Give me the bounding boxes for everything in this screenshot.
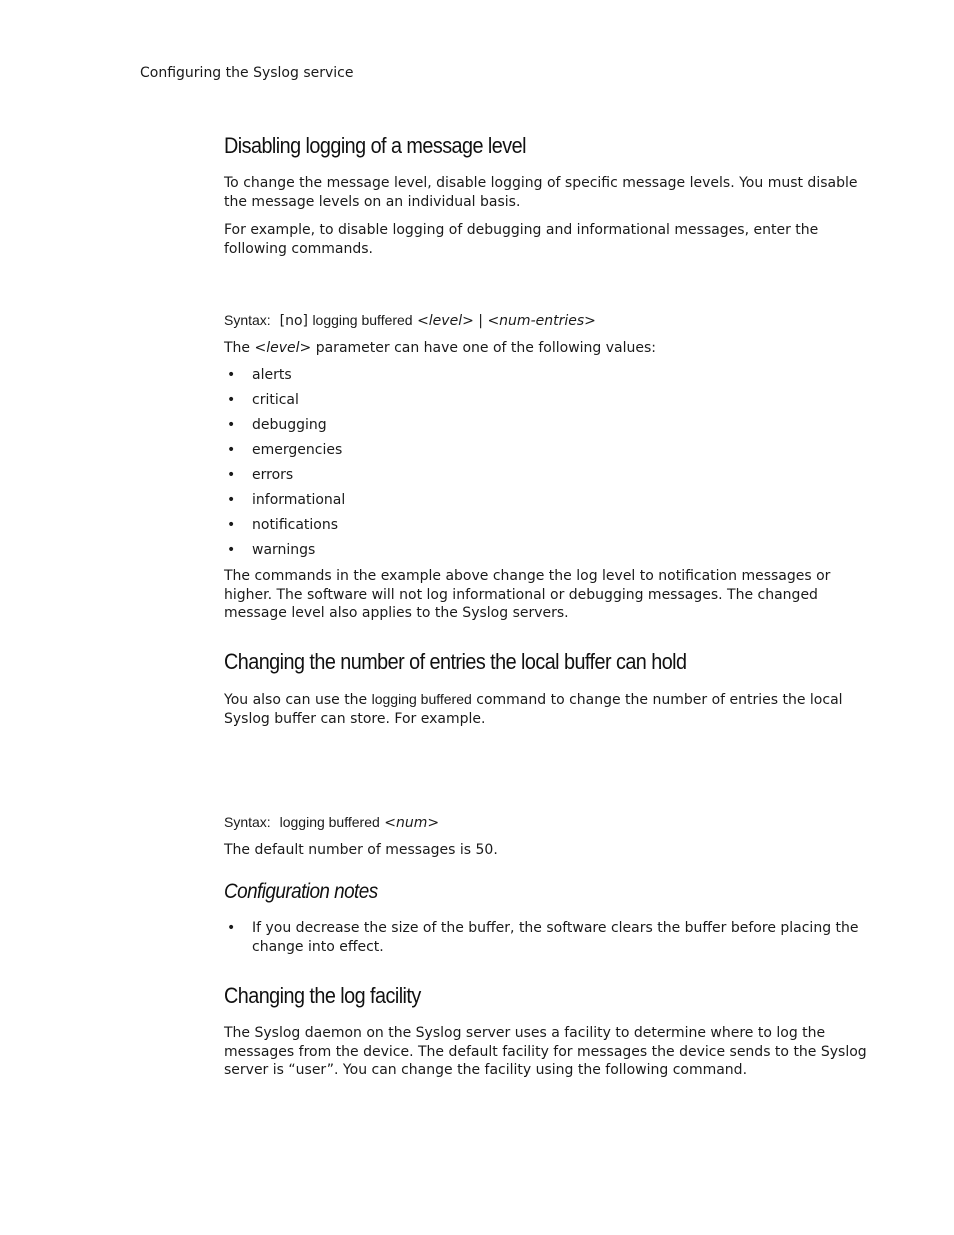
list-item-text: critical — [252, 392, 299, 408]
bullet-icon: • — [227, 392, 236, 408]
bullet-icon: • — [227, 367, 236, 383]
heading-changing-number-of-entries: Changing the number of entries the local buffer can hold — [224, 649, 687, 674]
paragraph-example: For example, to disable logging of debugging and informational messages, enter the following commands. — [224, 222, 819, 257]
heading-changing-log-facility: Changing the log facility — [224, 983, 421, 1008]
syntax-arg-num: <num> — [384, 815, 440, 831]
syntax-label: Syntax: — [224, 814, 271, 830]
buffer-size-pre: You also can use the — [224, 692, 368, 708]
running-head: Configuring the Syslog service — [140, 65, 354, 81]
syntax-arg-num-entries: <num-entries> — [487, 313, 596, 329]
bullet-icon: • — [227, 417, 236, 433]
list-item-text: warnings — [252, 542, 316, 558]
syntax-label: Syntax: — [224, 312, 271, 328]
list-item-text: If you decrease the size of the buffer, the software clears the buffer before placing the change into effect. — [252, 920, 859, 955]
paragraph-log-level-effect: The commands in the example above change the log level to notification messages or higher. The software will not log informational or debugging messages. The changed message level also applies to the Syslog servers. — [224, 568, 831, 621]
heading-configuration-notes: Configuration notes — [224, 880, 378, 903]
buffer-size-command: logging buffered — [371, 691, 472, 707]
paragraph-log-facility: The Syslog daemon on the Syslog server uses a facility to determine where to log the messages from the device. The default facility for messages the device sends to the Syslog server is “user”. You can change the facility using the following command. — [224, 1025, 867, 1078]
syntax-arg-level: <level> — [417, 313, 474, 329]
bullet-icon: • — [227, 467, 236, 483]
bullet-icon: • — [227, 492, 236, 508]
buffer-size-post: command to change the number of entries the local Syslog buffer can store. For example. — [224, 692, 843, 727]
list-item-text: debugging — [252, 417, 327, 433]
list-item-text: informational — [252, 492, 346, 508]
paragraph-default-number: The default number of messages is 50. — [224, 842, 498, 858]
paragraph-buffer-size — [224, 690, 869, 728]
level-intro-post: parameter can have one of the following values: — [315, 340, 656, 356]
list-item-text: alerts — [252, 367, 292, 383]
paragraph-intro: To change the message level, disable logging of specific message levels. You must disable the message levels on an individual basis. — [224, 175, 858, 210]
list-item-text: emergencies — [252, 442, 343, 458]
syntax-logging-buffered-level — [224, 312, 596, 329]
list-item-text: errors — [252, 467, 294, 483]
paragraph-level-intro — [224, 339, 869, 358]
level-intro-pre: The — [224, 340, 251, 356]
syntax-separator: | — [478, 313, 483, 329]
heading-disabling-logging: Disabling logging of a message level — [224, 133, 526, 158]
bullet-icon: • — [227, 442, 236, 458]
syntax-command: logging buffered — [312, 312, 413, 328]
list-item — [224, 919, 869, 956]
syntax-command: logging buffered — [279, 814, 380, 830]
list-item-text: notifications — [252, 517, 339, 533]
syntax-no: [no] — [279, 313, 308, 329]
syntax-logging-buffered-num — [224, 814, 439, 831]
bullet-icon: • — [227, 542, 236, 558]
level-intro-param: <level> — [254, 340, 312, 356]
bullet-icon: • — [227, 517, 236, 533]
bullet-icon: • — [227, 920, 236, 936]
